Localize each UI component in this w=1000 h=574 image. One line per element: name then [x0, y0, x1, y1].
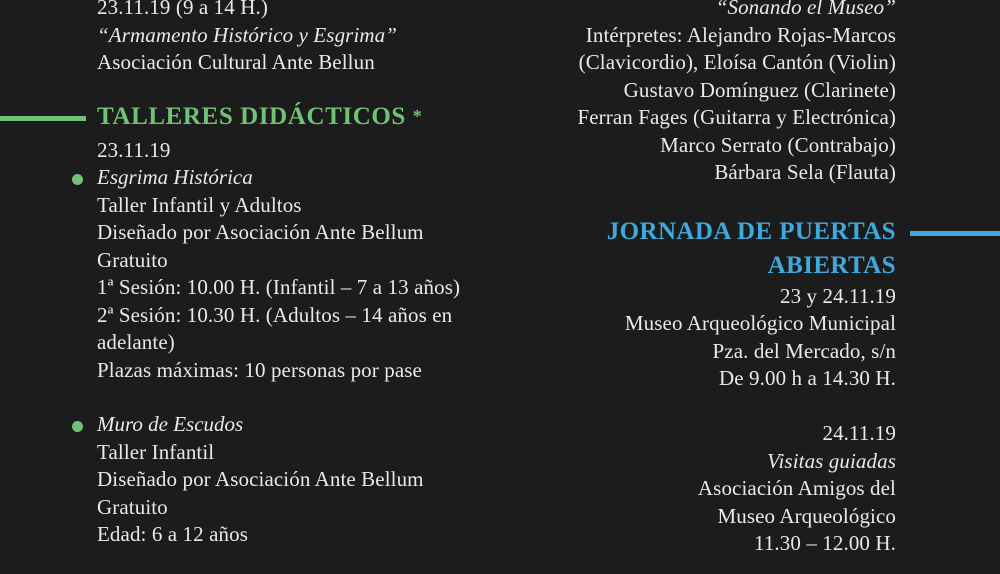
workshop-2-line-4: Edad: 6 a 12 años [97, 522, 248, 546]
right-top-line-5: Ferran Fages (Guitarra y Electrónica) [577, 105, 896, 129]
workshop-2-line-2: Diseñado por Asociación Ante Bellum [97, 467, 424, 491]
spacer [476, 393, 896, 421]
green-rule [0, 116, 86, 121]
right-top-line-3: (Clavicordio), Eloísa Cantón (Violin) [578, 50, 896, 74]
workshop-1-line-1: Taller Infantil y Adultos [97, 192, 302, 217]
right-column-content [476, 0, 896, 558]
workshop-2 [97, 411, 497, 439]
jornada-section-header [476, 215, 896, 283]
jornada-line-3: Pza. del Mercado, s/n [712, 338, 896, 363]
talleres-heading [97, 101, 497, 132]
workshop-2-title: Muro de Escudos [97, 412, 244, 436]
bullet-dot-icon [72, 174, 83, 185]
workshop-1-line-7: Plazas máximas: 10 personas por pase [97, 357, 422, 382]
spacer [97, 384, 497, 411]
visitas-line-3: 11.30 – 12.00 H. [754, 531, 896, 555]
right-top-line-6: Marco Serrato (Contrabajo) [660, 132, 896, 157]
workshop-1-line-2: Diseñado por Asociación Ante Bellum [97, 220, 424, 244]
blue-rule [910, 231, 1000, 236]
left-top-line-2: “Armamento Histórico y Esgrima” [97, 22, 398, 47]
talleres-date: 23.11.19 [97, 137, 171, 162]
left-top-line-3: Asociación Cultural Ante Bellun [97, 50, 375, 74]
right-top-line-7: Bárbara Sela (Flauta) [714, 160, 896, 184]
talleres-heading-text: TALLERES DIDÁCTICOS [97, 102, 406, 130]
asterisk-icon: * [412, 105, 423, 126]
right-top-line-4: Gustavo Domínguez (Clarinete) [623, 77, 896, 102]
workshop-2-line-3: Gratuito [97, 494, 168, 519]
workshop-1-title: Esgrima Histórica [97, 165, 253, 189]
left-top-line-1: 23.11.19 (9 a 14 H.) [97, 0, 268, 19]
jornada-line-2: Museo Arqueológico Municipal [624, 311, 896, 335]
talleres-section-header [97, 101, 497, 135]
workshop-1-line-6: adelante) [97, 330, 175, 354]
workshop-1-line-3: Gratuito [97, 247, 168, 272]
jornada-line-4: De 9.00 h a 14.30 H. [719, 366, 896, 390]
workshop-1-line-4: 1ª Sesión: 10.00 H. (Infantil – 7 a 13 años) [97, 275, 461, 299]
visitas-title: Visitas guiadas [767, 448, 896, 473]
right-top-line-1: “Sonando el Museo” [715, 0, 896, 19]
visitas-line-1: Asociación Amigos del [697, 476, 896, 500]
workshop-2-line-1: Taller Infantil [97, 439, 215, 464]
bullet-dot-icon [72, 421, 83, 432]
right-column [500, 0, 1000, 574]
visitas-date: 24.11.19 [822, 421, 896, 445]
visitas-line-2: Museo Arqueológico [717, 503, 896, 528]
jornada-heading-line-1: JORNADA DE PUERTAS [606, 217, 896, 245]
jornada-heading-line-2: ABIERTAS [767, 251, 896, 279]
workshop-1 [97, 164, 497, 192]
left-column-content [97, 0, 497, 549]
right-top-line-2: Intérpretes: Alejandro Rojas-Marcos [585, 22, 896, 47]
jornada-line-1: 23 y 24.11.19 [779, 283, 896, 308]
workshop-1-line-5: 2ª Sesión: 10.30 H. (Adultos – 14 años en [97, 302, 453, 327]
